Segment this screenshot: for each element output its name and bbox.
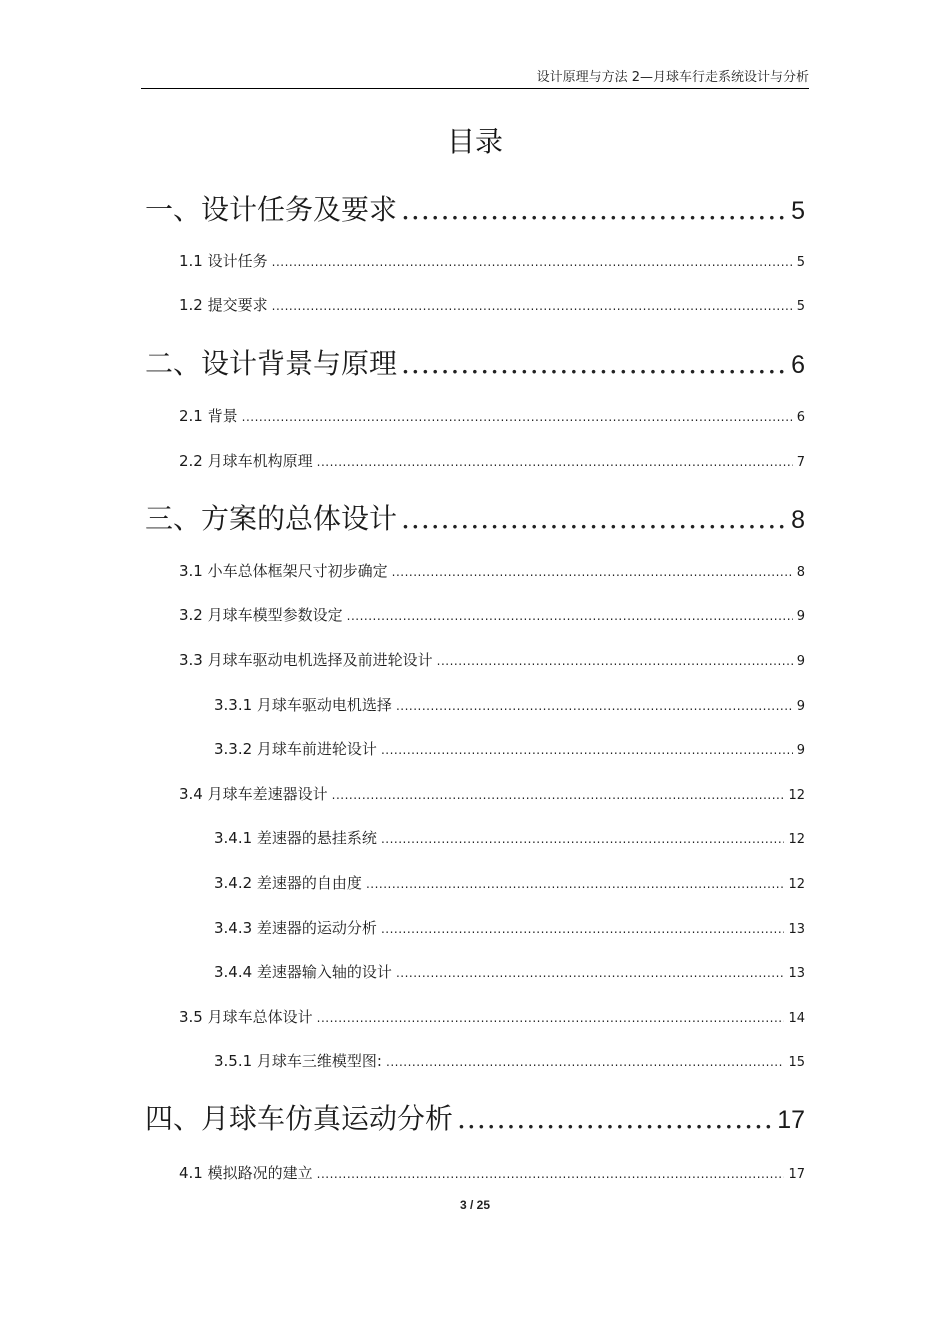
toc-entry-label: 3.4.2 差速器的自由度 — [214, 874, 362, 892]
toc-entry-3-1[interactable] — [179, 560, 805, 582]
toc-entry-3-3[interactable] — [179, 649, 805, 671]
toc-entry-3-4-1[interactable] — [214, 827, 805, 849]
toc-page-number: 6 — [791, 351, 805, 379]
toc-entry-2-2[interactable] — [179, 450, 805, 472]
toc-entry-2[interactable] — [145, 342, 805, 382]
toc-entry-3-2[interactable] — [179, 604, 805, 626]
header-divider — [141, 88, 809, 89]
toc-page-number: 15 — [788, 1055, 805, 1070]
dot-leader — [401, 502, 787, 535]
toc-entry-label: 3.4.3 差速器的运动分析 — [214, 919, 377, 937]
dot-leader — [381, 832, 785, 846]
toc-entry-4[interactable] — [145, 1097, 805, 1137]
toc-page-number: 12 — [788, 788, 805, 803]
toc-page-number: 9 — [796, 743, 805, 758]
running-header: 设计原理与方法 2—月球车行走系统设计与分析 — [536, 70, 809, 85]
toc-entry-label: 3.3 月球车驱动电机选择及前进轮设计 — [179, 651, 433, 669]
toc-page-number: 7 — [796, 455, 805, 470]
toc-entry-3-4-3[interactable] — [214, 917, 805, 939]
toc-entry-label: 3.4 月球车差速器设计 — [179, 785, 328, 803]
toc-page-number: 17 — [777, 1106, 805, 1134]
toc-page-number: 13 — [788, 922, 805, 937]
page-title: 目录 — [446, 125, 503, 158]
toc-page-number: 6 — [796, 410, 805, 425]
toc-entry-label: 4.1 模拟路况的建立 — [179, 1164, 313, 1182]
dot-leader — [381, 743, 793, 757]
toc-entry-3-5[interactable] — [179, 1006, 805, 1028]
toc-entry-label: 四、月球车仿真运动分析 — [145, 1102, 454, 1135]
toc-page-number: 12 — [788, 832, 805, 847]
toc-page-number: 5 — [796, 299, 805, 314]
dot-leader — [317, 1167, 785, 1181]
toc-entry-label: 3.4.1 差速器的悬挂系统 — [214, 829, 377, 847]
dot-leader — [392, 565, 793, 579]
toc-entry-label: 3.4.4 差速器输入轴的设计 — [214, 963, 392, 981]
toc-entry-3[interactable] — [145, 497, 805, 537]
toc-entry-label: 3.1 小车总体框架尺寸初步确定 — [179, 562, 388, 580]
toc-entry-label: 三、方案的总体设计 — [145, 502, 398, 535]
toc-page-number: 5 — [796, 255, 805, 270]
toc-entry-label: 3.5.1 月球车三维模型图: — [214, 1052, 382, 1070]
toc-entry-3-4-4[interactable] — [214, 961, 805, 983]
dot-leader — [457, 1102, 773, 1135]
toc-entry-label: 3.5 月球车总体设计 — [179, 1008, 313, 1026]
toc-entry-3-4[interactable] — [179, 783, 805, 805]
toc-page-number: 8 — [791, 506, 805, 534]
dot-leader — [381, 922, 785, 936]
toc-page-number: 14 — [788, 1011, 805, 1026]
toc-entry-4-1[interactable] — [179, 1162, 805, 1184]
dot-leader — [401, 193, 787, 226]
dot-leader — [317, 455, 793, 469]
toc-entry-1-1[interactable] — [179, 250, 805, 272]
dot-leader — [396, 966, 785, 980]
dot-leader — [401, 347, 787, 380]
toc-page-number: 17 — [788, 1167, 805, 1182]
dot-leader — [332, 788, 785, 802]
toc-page-number: 9 — [796, 609, 805, 624]
toc-entry-3-5-1[interactable] — [214, 1050, 805, 1072]
dot-leader — [272, 299, 793, 313]
dot-leader — [242, 410, 793, 424]
toc-page-number: 9 — [796, 699, 805, 714]
toc-page-number: 13 — [788, 966, 805, 981]
toc-entry-3-3-1[interactable] — [214, 694, 805, 716]
dot-leader — [272, 255, 793, 269]
toc-entry-3-3-2[interactable] — [214, 738, 805, 760]
toc-entry-1[interactable] — [145, 188, 805, 228]
dot-leader — [347, 609, 793, 623]
toc-entry-label: 二、设计背景与原理 — [145, 347, 398, 380]
toc-entry-label: 1.2 提交要求 — [179, 296, 268, 314]
toc-entry-label: 3.2 月球车模型参数设定 — [179, 606, 343, 624]
toc-entry-label: 1.1 设计任务 — [179, 252, 268, 270]
toc-page-number: 8 — [796, 565, 805, 580]
toc-entry-2-1[interactable] — [179, 405, 805, 427]
toc-page-number: 9 — [796, 654, 805, 669]
toc-entry-label: 3.3.1 月球车驱动电机选择 — [214, 696, 392, 714]
toc-entry-3-4-2[interactable] — [214, 872, 805, 894]
toc-entry-label: 2.2 月球车机构原理 — [179, 452, 313, 470]
dot-leader — [437, 654, 793, 668]
page-indicator: 3 / 25 — [459, 1198, 491, 1212]
dot-leader — [396, 699, 793, 713]
dot-leader — [317, 1011, 785, 1025]
dot-leader — [366, 877, 785, 891]
toc-page-number: 5 — [791, 197, 805, 225]
toc-entry-label: 2.1 背景 — [179, 407, 238, 425]
toc-entry-1-2[interactable] — [179, 294, 805, 316]
toc-entry-label: 3.3.2 月球车前进轮设计 — [214, 740, 377, 758]
toc-entry-label: 一、设计任务及要求 — [145, 193, 398, 226]
toc-page-number: 12 — [788, 877, 805, 892]
dot-leader — [386, 1055, 784, 1069]
